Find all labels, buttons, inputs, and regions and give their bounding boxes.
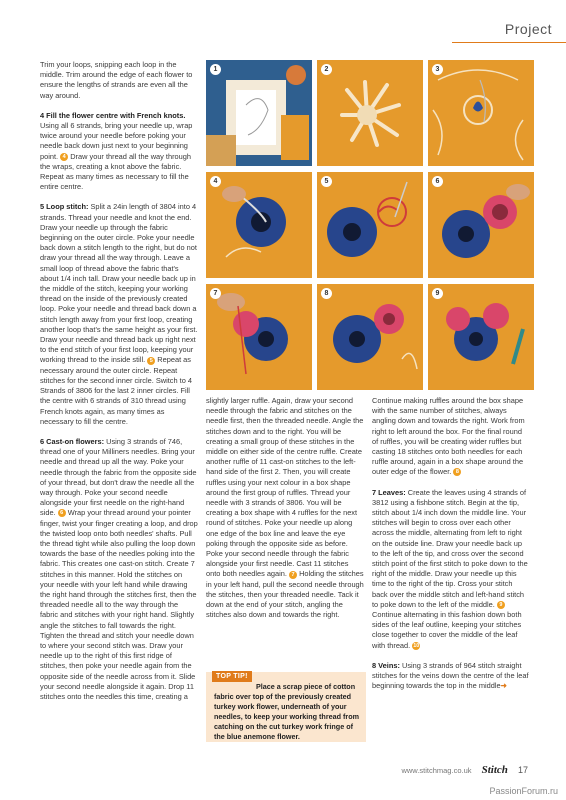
photo-number: 7	[210, 288, 221, 299]
step-5-heading: 5 Loop stitch:	[40, 202, 89, 212]
tip-text-a: Place a scrap piece of	[256, 682, 332, 691]
photo-number: 3	[432, 64, 443, 75]
step-photo-2	[317, 60, 423, 166]
paragraph-ruffles	[372, 396, 530, 478]
photo-number: 8	[321, 288, 332, 299]
photo-3-illustration	[428, 60, 534, 166]
photo-5-illustration	[317, 172, 423, 278]
step-4-heading: 4 Fill the flower centre with French knots.	[40, 110, 186, 120]
photo-number: 6	[432, 176, 443, 187]
page-footer	[401, 764, 528, 776]
step-photo-8	[317, 284, 423, 390]
text-column-2	[206, 396, 364, 630]
paragraph-step-6	[40, 437, 198, 702]
step-photo-9	[428, 284, 534, 390]
photo-ref-badge: 4	[60, 153, 68, 161]
step-photo-5	[317, 172, 423, 278]
step-4-text-b: Draw your thread all the way through the wraps, creating a knot above the fabric. Repeat as many times as necessary to fill the entire centre.	[40, 151, 191, 192]
photo-2-illustration	[317, 60, 423, 166]
step-7-heading: 7 Leaves:	[372, 487, 406, 497]
footer-url: www.stitchmag.co.uk	[401, 766, 472, 775]
header-rule	[452, 42, 566, 43]
step-6-cont-text-a: slightly larger ruffle. Again, draw your second needle through the fabric and stitches on the needle first, then the threaded needle. Angle the stitches down and to the right. You will be creating a small group of these stitches in the middle on either side of the centre ruffle. Create another ruffle of 11 cast-on stitches to the left-hand side of the first 2. Then, you will create ruffles using your next colour in a box shape around the first group of ruffles. Thread your needle with 3 strands of 3806. You will be creating a box shape with 4 ruffles for the next round of stitches. Poke your needle up along one edge of the box line and leave the eye poking through the opposite side as before. Poke your second needle through the fabric alongside your first needle. Cast 11 stitches onto both needles again.	[206, 396, 364, 579]
step-photo-3	[428, 60, 534, 166]
tip-text-b: cotton fabric over top of the previously created turkey work flower, underneath of your needles, to keep your working thread from catching on the cut turkey work fringe of the blue anemone flower.	[214, 682, 359, 741]
photo-ref-badge: 7	[289, 571, 297, 579]
magazine-logo: Stitch	[481, 764, 508, 776]
top-tip-box	[206, 672, 366, 742]
photo-6-illustration	[428, 172, 534, 278]
continue-arrow-icon: ➜	[500, 681, 507, 691]
photo-number: 4	[210, 176, 221, 187]
photo-number: 2	[321, 64, 332, 75]
photo-4-illustration	[206, 172, 312, 278]
step-8-heading: 8 Veins:	[372, 660, 400, 670]
text-column-1	[40, 60, 198, 712]
photo-number: 5	[321, 176, 332, 187]
paragraph-step-4	[40, 111, 198, 193]
photo-9-illustration	[428, 284, 534, 390]
photo-1-illustration	[206, 60, 312, 166]
step-photo-1	[206, 60, 312, 166]
photo-ref-badge: 9	[497, 601, 505, 609]
step-5-text-a: Split a 24in length of 3804 into 4 strands. Thread your needle and knot the end. Draw your needle up through the fabric beginning on the outer circle. Poke your needle back down a stitch length to the right, but do not draw your thread all the way through. Leave a small loop of thread above the fabric that's about 1/4 inch tall. Draw your needle back up in the middle of the stitch, keeping your working thread on the inside of the previously created loop. Poke your needle and thread back down a stitch length away from your first loop, creating another loop that's the same height as your first. Draw your needle and thread back up right next to the end stitch of your first loop, keeping your working thread to the inside still.	[40, 202, 198, 365]
paragraph-step-7	[372, 488, 530, 651]
top-tip-tag: TOP TIP!	[212, 671, 252, 682]
step-8-text: Using 3 strands of 964 stitch straight stitches for the veins down the centre of the leaf beginning towards the top in the middle	[372, 660, 529, 691]
step-4-text-a: Using all 6 strands, bring your needle up, wrap twice around your needle before poking your needle back down just next to your beginning point.	[40, 121, 193, 161]
step-6-heading: 6 Cast-on flowers:	[40, 436, 105, 446]
photo-ref-badge: 6	[58, 509, 66, 517]
step-7-text-a: Create the leaves using 4 strands of 3812 using a fishbone stitch. Begin at the tip, stitch about 1/4 inch down the middle line. Your stitches will begin to cross over each other across the middle, alternating from left to right on the outside line. Draw your needle back up to the left of the tip, and cross over the second stitch point of the first stitch to poke down to the right of the middle. Draw your needle up this time to the right of the tip. Cross your stitch back over the middle stitch and left-hand stitch to poke down to the left of the middle.	[372, 487, 528, 609]
step-photo-6	[428, 172, 534, 278]
ruffles-text: Continue making ruffles around the box shape with the same number of stitches, always angling down and towards the right. Work from right to left around the box. For the final round of ruffles, you will be creating wider ruffles but casting 18 stitches onto both needles for each ruffle around, again in a box shape around the outer edge of the flower.	[372, 396, 525, 477]
section-tab	[456, 18, 566, 44]
photo-ref-badge: 5	[147, 357, 155, 365]
paragraph-step-8	[372, 661, 530, 692]
photo-ref-badge: 10	[413, 642, 420, 649]
step-photo-7	[206, 284, 312, 390]
photo-7-illustration	[206, 284, 312, 390]
photo-grid	[206, 60, 534, 390]
step-6-cont-text-b: Holding the stitches in your left hand, pull the second needle through the stitches, then your threaded needle. Tack it down at the end of your stitch, angling the stitches also down and towards the right.	[206, 569, 364, 620]
photo-number: 1	[210, 64, 221, 75]
photo-8-illustration	[317, 284, 423, 390]
step-6-text-a: Using 3 strands of 746, thread one of your Milliners needles. Bring your needle and thread up all the way. Poke your needle through the fabric from the opposite side of your thread, but don't draw the needle all the way through. Poke your second needle alongside your first needle on the right-hand side.	[40, 436, 197, 518]
page-number: 17	[517, 765, 528, 775]
step-6-text-b: Wrap your thread around your pointer finger, twist your finger creating a loop, and drop the twisted loop onto both needles' shafts. Pull the thread tight while also pulling the loop down towards the base of the needles poking into the fabric. This creates one cast-on stitch. Create 7 stitches in this manner. Hold the stitches on your needle with your left hand while drawing the right hand through the stitches first, then the threaded needle all to the way through the fabric and stitches with your right hand. Slightly angle the stitches to fall towards the right. Tighten the thread and stitch your needle down to where your second stitch was. Draw your needle up to the right of this first ridge of stitches, then poke your needle again from the opposite side of the needle across from it. Slide your second needle alongside it again. Drop 11 stitches onto the needles this time, creating a	[40, 508, 198, 701]
paragraph-step-5	[40, 202, 198, 426]
section-label: Project	[504, 21, 552, 37]
step-7-text-b: Continue alternating in this fashion down both sides of the leaf outline, keeping your stitches close together to cover the middle of the leaf with thread.	[372, 610, 522, 650]
watermark: PassionForum.ru	[489, 786, 558, 796]
text-column-3	[372, 396, 530, 701]
step-5-text-b: Repeat as necessary around the outer circle. Repeat stitches for the second inner circle. Switch to 4 Strands of 3806 for the last 2 inner circles. Fill the centre with 6 strands of 310 thread using French knots again, as many times as necessary to fill the centre.	[40, 355, 192, 426]
step-photo-4	[206, 172, 312, 278]
photo-number: 9	[432, 288, 443, 299]
paragraph-trim: Trim your loops, snipping each loop in the middle. Trim around the edge of each flower to ensure the lengths of strands are even all the way around.	[40, 60, 193, 100]
top-tip-text	[214, 682, 362, 742]
photo-ref-badge: 8	[453, 468, 461, 476]
paragraph-step-6-cont	[206, 396, 364, 620]
